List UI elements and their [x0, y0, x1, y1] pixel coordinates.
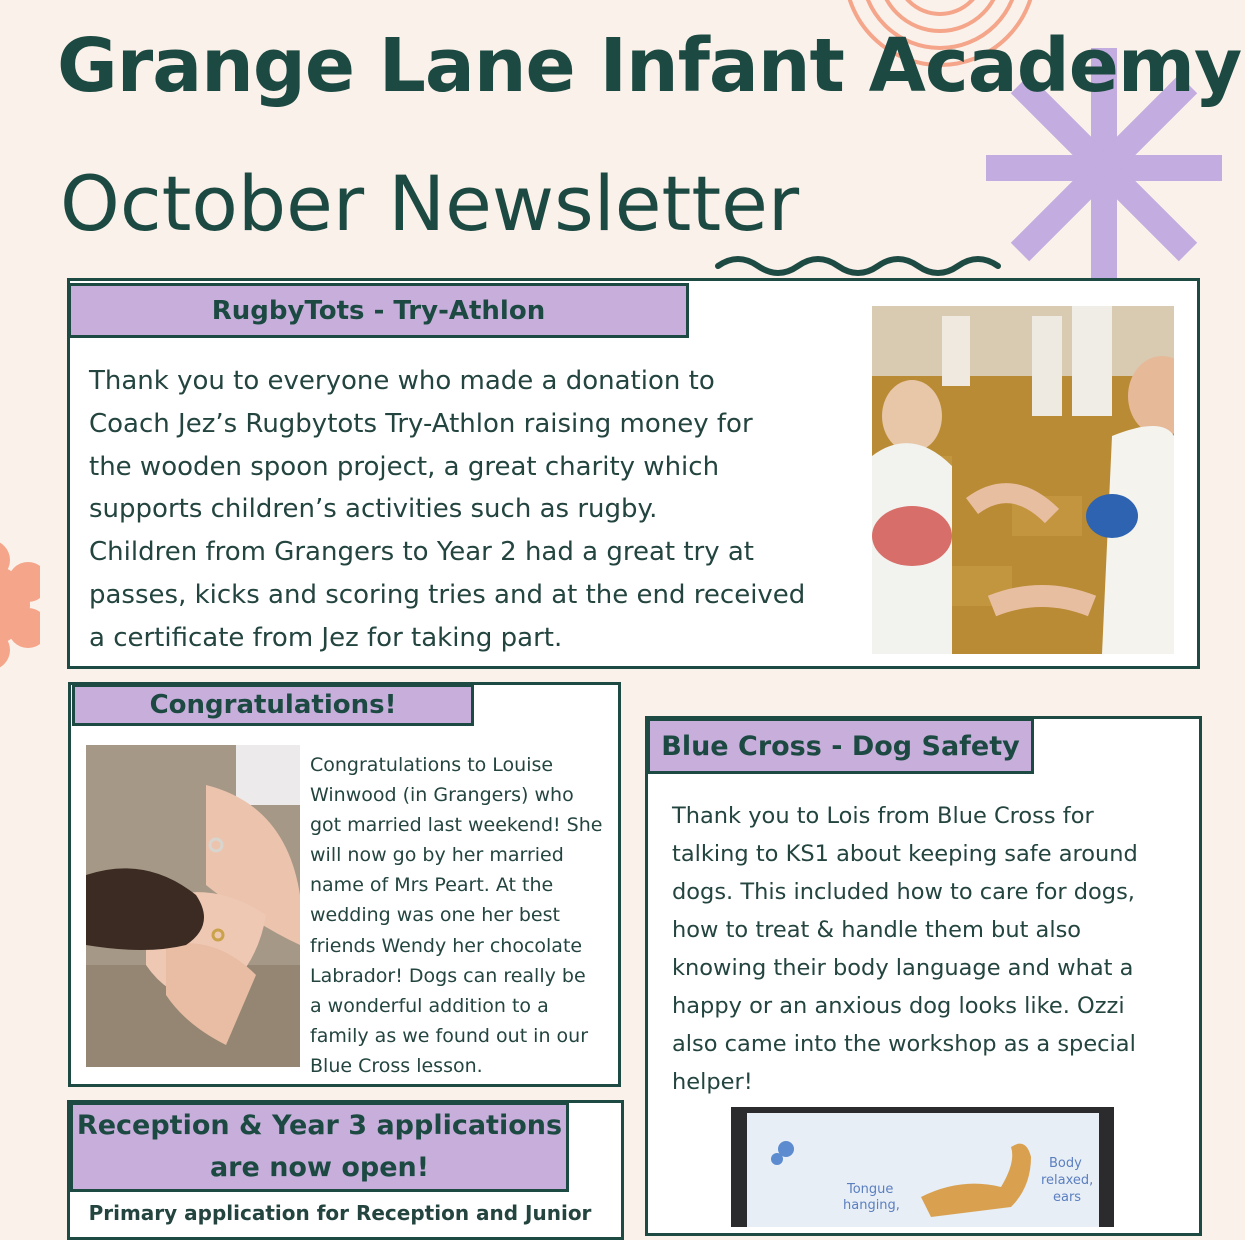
school-title: Grange Lane Infant Academy	[57, 23, 1242, 109]
congrats-line: Labrador! Dogs can really be	[310, 964, 586, 987]
wedding-photo	[86, 745, 300, 1067]
rugby-line: Coach Jez’s Rugbytots Try-Athlon raising money for	[89, 408, 753, 439]
slide-label-tongue-2: hanging,	[843, 1198, 900, 1213]
reception-body: Primary application for Reception and Junior	[88, 1201, 592, 1225]
congrats-line: got married last weekend! She	[310, 814, 603, 837]
congrats-line: wedding was one her best	[310, 904, 560, 927]
rugby-line: passes, kicks and scoring tries and at the end received	[89, 579, 806, 610]
congrats-line: name of Mrs Peart. At the	[310, 874, 554, 897]
bluecross-line: happy or an anxious dog looks like. Ozzi	[672, 993, 1125, 1019]
rugby-heading: RugbyTots - Try-Athlon	[68, 283, 689, 338]
rugby-line: Children from Grangers to Year 2 had a great try at	[89, 537, 754, 568]
congrats-heading: Congratulations!	[72, 684, 474, 726]
bluecross-line: talking to KS1 about keeping safe around	[672, 841, 1138, 867]
bluecross-heading: Blue Cross - Dog Safety	[647, 718, 1034, 774]
congrats-line: Blue Cross lesson.	[310, 1054, 483, 1077]
congrats-line: Congratulations to Louise	[310, 754, 554, 776]
slide-label-body-2: relaxed,	[1041, 1173, 1094, 1188]
congrats-line: a wonderful addition to a	[310, 994, 549, 1017]
rugby-line: the wooden spoon project, a great charity which	[89, 451, 720, 482]
bluecross-line: also came into the workshop as a special	[672, 1031, 1136, 1057]
reception-heading	[70, 1102, 569, 1192]
bluecross-line: knowing their body language and what a	[672, 955, 1134, 981]
congrats-line: Winwood (in Grangers) who	[310, 784, 574, 807]
congrats-line: friends Wendy her chocolate	[310, 934, 583, 957]
newsletter-subtitle: October Newsletter	[60, 159, 800, 248]
rugby-photo	[872, 306, 1174, 654]
rugby-line: a certificate from Jez for taking part.	[89, 622, 563, 653]
slide-label-tongue: Tongue	[847, 1182, 894, 1197]
scalloped-flower-icon	[0, 540, 40, 670]
congrats-line: will now go by her married	[310, 844, 564, 867]
slide-label-body-3: ears	[1053, 1190, 1082, 1205]
bluecross-body	[672, 797, 1187, 1101]
bluecross-line: helper!	[672, 1069, 753, 1095]
bluecross-line: dogs. This included how to care for dogs,	[672, 879, 1135, 905]
reception-heading-line2: are now open!	[209, 1152, 430, 1183]
bluecross-line: how to treat & handle them but also	[672, 917, 1082, 943]
rugby-line: supports children’s activities such as rugby.	[89, 494, 658, 525]
slide-label-body: Body	[1049, 1156, 1082, 1171]
reception-heading-line1: Reception & Year 3 applications	[76, 1110, 563, 1141]
bluecross-slide-photo	[731, 1107, 1114, 1227]
bluecross-line: Thank you to Lois from Blue Cross for	[672, 803, 1094, 829]
rugby-line: Thank you to everyone who made a donation to	[89, 366, 715, 396]
rugby-body	[89, 360, 849, 660]
congrats-body	[310, 750, 615, 1081]
congrats-line: family as we found out in our	[310, 1024, 589, 1047]
